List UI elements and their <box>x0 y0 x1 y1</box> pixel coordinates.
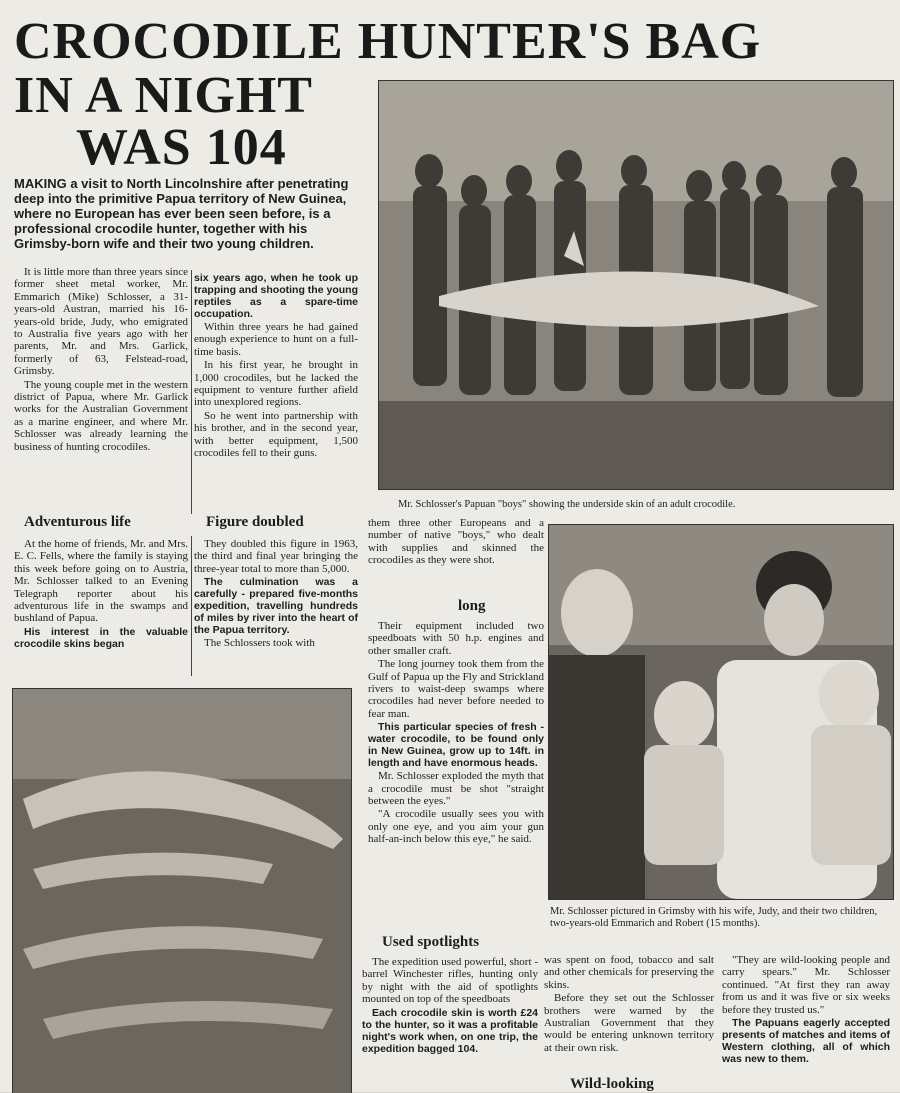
column-3-top <box>368 517 544 568</box>
subhead-figure-doubled: Figure doubled <box>206 514 304 530</box>
body-paragraph: The expedition used powerful, short - barrel Winchester rifles, hunting only by night with the aid of spotlights mounted on top of the speedboats <box>362 956 538 1006</box>
body-paragraph: six years ago, when he took up trapping and shooting the young reptiles as a spare-time occupation. <box>194 272 358 320</box>
column-2-top <box>194 272 358 460</box>
subhead-adventurous-life: Adventurous life <box>24 514 131 530</box>
subhead-used-spotlights: Used spotlights <box>382 934 480 950</box>
photo-illustration <box>13 689 351 1093</box>
photo-schlosser-family <box>548 524 894 900</box>
body-paragraph: This particular species of fresh - water crocodile, to be found only in New Guinea, grow up to 14ft. in length and have enormous heads. <box>368 721 544 770</box>
column-5-bottom <box>722 954 890 1066</box>
body-paragraph: At the home of friends, Mr. and Mrs. E. C. Fells, where the family is staying this week before going on to Austria, Mr. Schlosser talked to an Evening Telegraph reporter about his adventurous life in the swamps and bushland of Papua. <box>14 538 188 625</box>
body-paragraph: was spent on food, tobacco and salt and other chemicals for preserving the skins. <box>544 954 714 991</box>
body-paragraph: "A crocodile usually sees you with only one eye, and you aim your gun half-an-inch below this eye," he said. <box>368 808 544 846</box>
column-1-bottom <box>14 538 188 651</box>
body-paragraph: The Schlossers took with <box>204 637 315 650</box>
column-4-bottom <box>544 954 714 1055</box>
column-3-middle <box>368 620 544 847</box>
body-paragraph: The young couple met in the western district of Papua, where Mr. Garlick works for the Australian Government as a marine engineer, and where Mr. Schlosser was already learning the business of hunting crocodiles. <box>14 378 188 453</box>
headline-line-1: CROCODILE HUNTER'S BAG <box>14 13 762 70</box>
column-1-top <box>14 266 188 454</box>
headline-line-2: IN A NIGHT <box>14 67 313 124</box>
body-paragraph: The long journey took them from the Gulf of Papua up the Fly and Strickland rivers to waist-deep swamps where crocodiles had never before needed to fear man. <box>368 658 544 720</box>
body-paragraph: The Papuans eagerly accepted presents of matches and items of Western clothing, all of which was new to them. <box>722 1017 890 1066</box>
body-paragraph: them three other Europeans and a number of native "boys," who dealt with supplies and skinned the crocodiles as they were shot. <box>368 517 544 567</box>
headline-line-3: WAS 104 <box>76 119 287 176</box>
photo-illustration <box>549 525 893 899</box>
body-paragraph: The culmination was a carefully - prepared five-months expedition, travelling hundreds of miles by river into the heart of the Papua territory. <box>194 576 358 637</box>
body-paragraph: Before they set out the Schlosser brothers were warned by the Australian Government that they would be entering unknown territory at their own risk. <box>544 992 714 1054</box>
body-paragraph: So he went into partnership with his brother, and in the second year, with better equipment, 1,500 crocodiles fell to their guns. <box>194 409 358 460</box>
photo-crocodile-skins <box>12 688 352 1093</box>
body-paragraph: They doubled this figure in 1963, the third and final year bringing the three-year total to more than 5,000. <box>194 538 358 575</box>
column-rule <box>191 536 192 676</box>
body-paragraph: Within three years he had gained enough experience to hunt on a full-time basis. <box>194 321 358 358</box>
caption-top-photo: Mr. Schlosser's Papuan "boys" showing the underside skin of an adult crocodile. <box>398 499 736 510</box>
subhead-long: long <box>458 598 486 614</box>
photo-illustration <box>379 81 893 489</box>
body-paragraph: His interest in the valuable crocodile skins began <box>14 625 188 650</box>
body-paragraph: It is little more than three years since former sheet metal worker, Mr. Emmarich (Mike) Schlosser, a 31-years-old Austran, married his 16-years-old bride, Judy, who emigrated to Australia five years ago with her parents, Mr. and Mrs. Garlick, formerly of 63, Felstead-road, Grimsby. <box>14 266 188 378</box>
body-paragraph: Mr. Schlosser exploded the myth that a crocodile must be shot "straight between the eyes." <box>368 770 544 808</box>
body-paragraph: Each crocodile skin is worth £24 to the hunter, so it was a profitable night's work when, on one trip, the expedition bagged 104. <box>362 1006 538 1055</box>
column-3-bottom <box>362 956 538 1056</box>
subhead-wild-looking: Wild-looking <box>570 1076 654 1092</box>
body-paragraph: In his first year, he brought in 1,000 crocodiles, but he lacked the equipment to venture further afield into unexplored regions. <box>194 359 358 409</box>
body-paragraph: "They are wild-looking people and carry spears." Mr. Schlosser continued. "At first they ran away from us and it was five or six weeks before they trusted us." <box>722 954 890 1016</box>
caption-family-photo: Mr. Schlosser pictured in Grimsby with his wife, Judy, and their two children, two-years-old Emmarich and Robert (15 months). <box>550 906 878 929</box>
column-rule <box>191 270 192 514</box>
photo-papuan-boys-crocodile <box>378 80 894 490</box>
lede-paragraph: MAKING a visit to North Lincolnshire after penetrating deep into the primitive Papua territory of New Guinea, where no European has ever been seen before, is a professional crocodile hunter, together with his Grimsby-born wife and their two young children. <box>14 176 349 251</box>
column-2-bottom <box>194 538 358 651</box>
body-paragraph: Their equipment included two speedboats with 50 h.p. engines and other smaller craft. <box>368 620 544 657</box>
